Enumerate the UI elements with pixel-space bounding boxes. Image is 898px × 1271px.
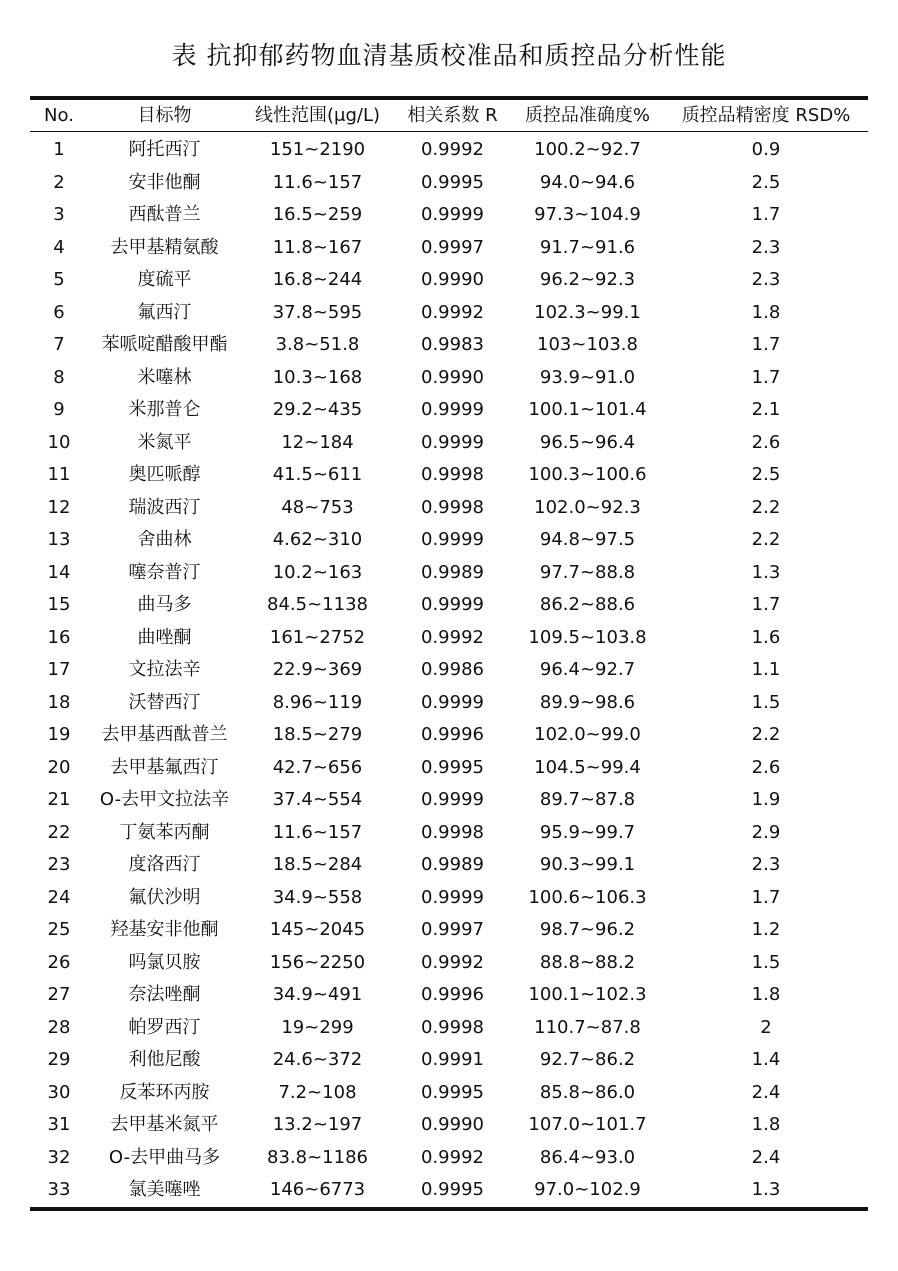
cell-correlation: 0.9996 [421, 984, 484, 1005]
cell-precision: 2.3 [751, 269, 781, 290]
cell-no: 33 [47, 1179, 71, 1200]
cell-linear-range: 12~184 [281, 431, 354, 453]
cell-accuracy: 86.4~93.0 [539, 1146, 636, 1168]
cell-correlation: 0.9989 [421, 561, 484, 583]
cell-precision: 1.5 [751, 951, 781, 973]
cell-accuracy: 89.7~87.8 [539, 789, 636, 810]
table-row [30, 654, 868, 687]
cell-linear-range: 11.6~157 [272, 171, 363, 193]
cell-accuracy: 97.0~102.9 [534, 1179, 641, 1200]
table-header [30, 100, 868, 132]
cell-precision: 2.2 [751, 496, 781, 518]
cell-precision: 1.3 [751, 1179, 781, 1200]
table-row [30, 167, 868, 200]
cell-precision: 1.5 [751, 691, 781, 713]
cell-target: 吗氯贝胺 [128, 951, 201, 973]
cell-correlation: 0.9998 [421, 1016, 484, 1038]
cell-precision: 2.5 [751, 464, 781, 485]
table-row [30, 264, 868, 297]
cell-accuracy: 96.5~96.4 [539, 431, 636, 453]
cell-correlation: 0.9986 [421, 659, 484, 680]
table-row [30, 849, 868, 882]
cell-precision: 2.9 [751, 821, 781, 843]
cell-linear-range: 42.7~656 [272, 756, 363, 778]
table-row [30, 492, 868, 525]
table-row [30, 1142, 868, 1175]
cell-correlation: 0.9998 [421, 821, 484, 843]
cell-target: 舍曲林 [137, 529, 192, 550]
cell-no: 15 [47, 594, 71, 615]
cell-accuracy: 110.7~87.8 [534, 1016, 641, 1038]
cell-accuracy: 97.7~88.8 [539, 561, 636, 583]
cell-precision: 1.6 [751, 626, 781, 648]
cell-precision: 1.9 [751, 789, 781, 810]
cell-linear-range: 83.8~1186 [267, 1146, 368, 1168]
cell-precision: 2.5 [751, 171, 781, 193]
cell-target: 度硫平 [137, 269, 192, 290]
cell-linear-range: 34.9~491 [272, 984, 363, 1005]
cell-no: 23 [47, 854, 71, 875]
cell-linear-range: 161~2752 [269, 626, 366, 648]
cell-no: 24 [47, 886, 71, 908]
cell-no: 13 [47, 529, 71, 550]
cell-precision: 0.9 [751, 139, 781, 160]
cell-precision: 2.1 [751, 399, 781, 420]
header-correlation: 相关系数 R [394, 100, 511, 132]
cell-linear-range: 8.96~119 [272, 691, 363, 713]
table-row [30, 394, 868, 427]
cell-correlation: 0.9997 [421, 919, 484, 940]
cell-precision: 1.1 [751, 659, 781, 680]
cell-no: 14 [47, 561, 71, 583]
table-row [30, 947, 868, 980]
cell-correlation: 0.9999 [421, 529, 484, 550]
cell-linear-range: 3.8~51.8 [275, 334, 360, 355]
cell-correlation: 0.9995 [421, 171, 484, 193]
cell-linear-range: 7.2~108 [278, 1081, 357, 1103]
cell-no: 10 [47, 431, 71, 453]
cell-accuracy: 93.9~91.0 [539, 366, 636, 388]
cell-target: 氟西汀 [137, 301, 192, 323]
cell-linear-range: 146~6773 [269, 1179, 366, 1200]
cell-correlation: 0.9991 [421, 1049, 484, 1070]
cell-target: 羟基安非他酮 [110, 919, 219, 940]
cell-precision: 1.2 [751, 919, 781, 940]
cell-correlation: 0.9995 [421, 1179, 484, 1200]
cell-target: 丁氨苯丙酮 [119, 821, 210, 843]
cell-linear-range: 41.5~611 [272, 464, 363, 485]
cell-correlation: 0.9992 [421, 301, 484, 323]
cell-target: O-去甲文拉法辛 [99, 789, 230, 810]
cell-accuracy: 107.0~101.7 [528, 1114, 647, 1135]
cell-no: 27 [47, 984, 71, 1005]
table-row [30, 232, 868, 265]
data-table-wrapper [30, 96, 868, 1211]
table-row [30, 459, 868, 492]
cell-linear-range: 37.4~554 [272, 789, 363, 810]
cell-correlation: 0.9999 [421, 789, 484, 810]
cell-precision: 1.4 [751, 1049, 781, 1070]
cell-accuracy: 94.0~94.6 [539, 171, 636, 193]
cell-correlation: 0.9998 [421, 496, 484, 518]
table-row [30, 1044, 868, 1077]
analysis-table [30, 100, 868, 1207]
bottom-rule [30, 1207, 868, 1211]
cell-linear-range: 13.2~197 [272, 1114, 363, 1135]
cell-no: 26 [47, 951, 71, 973]
cell-no: 2 [53, 171, 65, 193]
cell-accuracy: 91.7~91.6 [539, 236, 636, 258]
cell-correlation: 0.9998 [421, 464, 484, 485]
cell-precision: 2.6 [751, 431, 781, 453]
table-row [30, 557, 868, 590]
cell-linear-range: 22.9~369 [272, 659, 363, 680]
table-body [30, 132, 868, 1207]
cell-accuracy: 90.3~99.1 [539, 854, 636, 875]
header-row [30, 100, 868, 132]
cell-no: 18 [47, 691, 71, 713]
cell-correlation: 0.9999 [421, 431, 484, 453]
cell-no: 28 [47, 1016, 71, 1038]
cell-no: 11 [47, 464, 71, 485]
table-row [30, 132, 868, 167]
cell-target: 去甲基米氮平 [110, 1114, 219, 1135]
cell-target: 苯哌啶醋酸甲酯 [101, 334, 228, 355]
cell-linear-range: 18.5~284 [272, 854, 363, 875]
cell-target: 度洛西汀 [128, 854, 201, 875]
table-row [30, 1109, 868, 1142]
cell-no: 3 [53, 204, 65, 225]
cell-no: 4 [53, 236, 65, 258]
cell-target: 去甲基精氨酸 [110, 236, 219, 258]
cell-correlation: 0.9996 [421, 724, 484, 745]
cell-precision: 1.8 [751, 301, 781, 323]
cell-correlation: 0.9997 [421, 236, 484, 258]
cell-accuracy: 89.9~98.6 [539, 691, 636, 713]
cell-linear-range: 11.8~167 [272, 236, 363, 258]
cell-correlation: 0.9983 [421, 334, 484, 355]
cell-correlation: 0.9992 [421, 139, 484, 160]
cell-target: 去甲基西酞普兰 [101, 724, 228, 745]
header-linear-range: 线性范围(μg/L) [241, 100, 394, 132]
cell-no: 30 [47, 1081, 71, 1103]
cell-accuracy: 100.2~92.7 [534, 139, 641, 160]
cell-accuracy: 94.8~97.5 [539, 529, 636, 550]
cell-correlation: 0.9995 [421, 1081, 484, 1103]
cell-target: 文拉法辛 [128, 659, 201, 680]
table-row [30, 687, 868, 720]
cell-linear-range: 4.62~310 [272, 529, 363, 550]
cell-target: 氟伏沙明 [128, 886, 201, 908]
cell-accuracy: 96.2~92.3 [539, 269, 636, 290]
cell-linear-range: 10.2~163 [272, 561, 363, 583]
table-row [30, 1077, 868, 1110]
cell-correlation: 0.9995 [421, 756, 484, 778]
cell-no: 5 [53, 269, 65, 290]
cell-target: 西酞普兰 [128, 204, 201, 225]
cell-accuracy: 98.7~96.2 [539, 919, 636, 940]
table-row [30, 589, 868, 622]
cell-linear-range: 18.5~279 [272, 724, 363, 745]
cell-target: 曲马多 [137, 594, 192, 615]
cell-no: 6 [53, 301, 65, 323]
cell-accuracy: 96.4~92.7 [539, 659, 636, 680]
cell-target: 去甲基氟西汀 [110, 756, 219, 778]
cell-precision: 2.2 [751, 529, 781, 550]
cell-no: 21 [47, 789, 71, 810]
header-precision: 质控品精密度 RSD% [664, 100, 868, 132]
table-row [30, 1012, 868, 1045]
table-row [30, 199, 868, 232]
cell-linear-range: 24.6~372 [272, 1049, 363, 1070]
cell-linear-range: 151~2190 [269, 139, 366, 160]
cell-no: 17 [47, 659, 71, 680]
cell-target: 奥匹哌醇 [128, 464, 201, 485]
cell-target: 沃替西汀 [128, 691, 201, 713]
cell-linear-range: 10.3~168 [272, 366, 363, 388]
cell-no: 8 [53, 366, 65, 388]
cell-target: O-去甲曲马多 [108, 1146, 221, 1168]
cell-no: 16 [47, 626, 71, 648]
cell-accuracy: 100.6~106.3 [528, 886, 647, 908]
cell-accuracy: 100.1~101.4 [528, 399, 647, 420]
cell-precision: 1.8 [751, 1114, 781, 1135]
cell-no: 22 [47, 821, 71, 843]
cell-accuracy: 109.5~103.8 [528, 626, 647, 648]
table-row [30, 882, 868, 915]
cell-target: 安非他酮 [128, 171, 201, 193]
cell-precision: 2 [760, 1016, 772, 1038]
cell-no: 20 [47, 756, 71, 778]
cell-no: 31 [47, 1114, 71, 1135]
cell-accuracy: 100.3~100.6 [528, 464, 647, 485]
cell-no: 1 [53, 139, 65, 160]
cell-accuracy: 92.7~86.2 [539, 1049, 636, 1070]
cell-correlation: 0.9992 [421, 1146, 484, 1168]
cell-precision: 2.3 [751, 236, 781, 258]
cell-linear-range: 156~2250 [269, 951, 366, 973]
table-row [30, 427, 868, 460]
table-row [30, 817, 868, 850]
cell-target: 噻奈普汀 [128, 561, 201, 583]
cell-target: 帕罗西汀 [128, 1016, 201, 1038]
cell-correlation: 0.9999 [421, 399, 484, 420]
cell-precision: 2.3 [751, 854, 781, 875]
table-title: 表 抗抑郁药物血清基质校准品和质控品分析性能 [171, 41, 727, 70]
table-row [30, 914, 868, 947]
cell-linear-range: 29.2~435 [272, 399, 363, 420]
cell-correlation: 0.9992 [421, 626, 484, 648]
cell-precision: 1.8 [751, 984, 781, 1005]
cell-no: 32 [47, 1146, 71, 1168]
cell-precision: 2.2 [751, 724, 781, 745]
cell-target: 利他尼酸 [128, 1049, 201, 1070]
cell-precision: 1.7 [751, 334, 781, 355]
cell-precision: 2.4 [751, 1081, 781, 1103]
cell-accuracy: 102.0~99.0 [534, 724, 641, 745]
cell-accuracy: 103~103.8 [537, 334, 638, 355]
cell-precision: 2.4 [751, 1146, 781, 1168]
cell-linear-range: 37.8~595 [272, 301, 363, 323]
cell-correlation: 0.9990 [421, 269, 484, 290]
cell-linear-range: 16.5~259 [272, 204, 363, 225]
cell-target: 米噻林 [137, 366, 192, 388]
header-no: No. [30, 100, 88, 132]
table-row [30, 752, 868, 785]
table-row [30, 979, 868, 1012]
cell-linear-range: 84.5~1138 [267, 594, 368, 615]
header-target: 目标物 [88, 100, 241, 132]
cell-accuracy: 100.1~102.3 [528, 984, 647, 1005]
cell-no: 12 [47, 496, 71, 518]
cell-correlation: 0.9999 [421, 691, 484, 713]
table-row [30, 362, 868, 395]
table-row [30, 622, 868, 655]
cell-accuracy: 85.8~86.0 [539, 1081, 636, 1103]
cell-accuracy: 95.9~99.7 [539, 821, 636, 843]
cell-linear-range: 11.6~157 [272, 821, 363, 843]
cell-correlation: 0.9999 [421, 594, 484, 615]
cell-target: 阿托西汀 [128, 139, 201, 160]
cell-correlation: 0.9999 [421, 204, 484, 225]
cell-linear-range: 145~2045 [269, 919, 366, 940]
cell-target: 瑞波西汀 [128, 496, 201, 518]
header-accuracy: 质控品准确度% [511, 100, 664, 132]
cell-accuracy: 104.5~99.4 [534, 756, 641, 778]
table-row [30, 1174, 868, 1207]
cell-accuracy: 88.8~88.2 [539, 951, 636, 973]
cell-correlation: 0.9990 [421, 366, 484, 388]
cell-correlation: 0.9999 [421, 886, 484, 908]
cell-target: 米氮平 [137, 431, 192, 453]
cell-precision: 1.7 [751, 886, 781, 908]
cell-no: 7 [53, 334, 65, 355]
cell-target: 曲唑酮 [137, 626, 192, 648]
cell-linear-range: 19~299 [281, 1016, 354, 1038]
cell-no: 29 [47, 1049, 71, 1070]
table-row [30, 784, 868, 817]
cell-accuracy: 102.0~92.3 [534, 496, 641, 518]
cell-accuracy: 86.2~88.6 [539, 594, 636, 615]
cell-no: 25 [47, 919, 71, 940]
cell-accuracy: 102.3~99.1 [534, 301, 641, 323]
table-row [30, 297, 868, 330]
cell-target: 氯美噻唑 [128, 1179, 201, 1200]
cell-target: 反苯环丙胺 [119, 1081, 210, 1103]
cell-target: 米那普仑 [128, 399, 201, 420]
cell-correlation: 0.9992 [421, 951, 484, 973]
cell-linear-range: 48~753 [281, 496, 354, 518]
cell-precision: 1.3 [751, 561, 781, 583]
cell-correlation: 0.9990 [421, 1114, 484, 1135]
cell-linear-range: 16.8~244 [272, 269, 363, 290]
cell-accuracy: 97.3~104.9 [534, 204, 641, 225]
table-row [30, 719, 868, 752]
cell-correlation: 0.9989 [421, 854, 484, 875]
cell-precision: 1.7 [751, 366, 781, 388]
table-row [30, 329, 868, 362]
cell-linear-range: 34.9~558 [272, 886, 363, 908]
cell-target: 奈法唑酮 [128, 984, 201, 1005]
cell-no: 9 [53, 399, 65, 420]
cell-precision: 1.7 [751, 594, 781, 615]
table-row [30, 524, 868, 557]
cell-precision: 1.7 [751, 204, 781, 225]
cell-no: 19 [47, 724, 71, 745]
cell-precision: 2.6 [751, 756, 781, 778]
